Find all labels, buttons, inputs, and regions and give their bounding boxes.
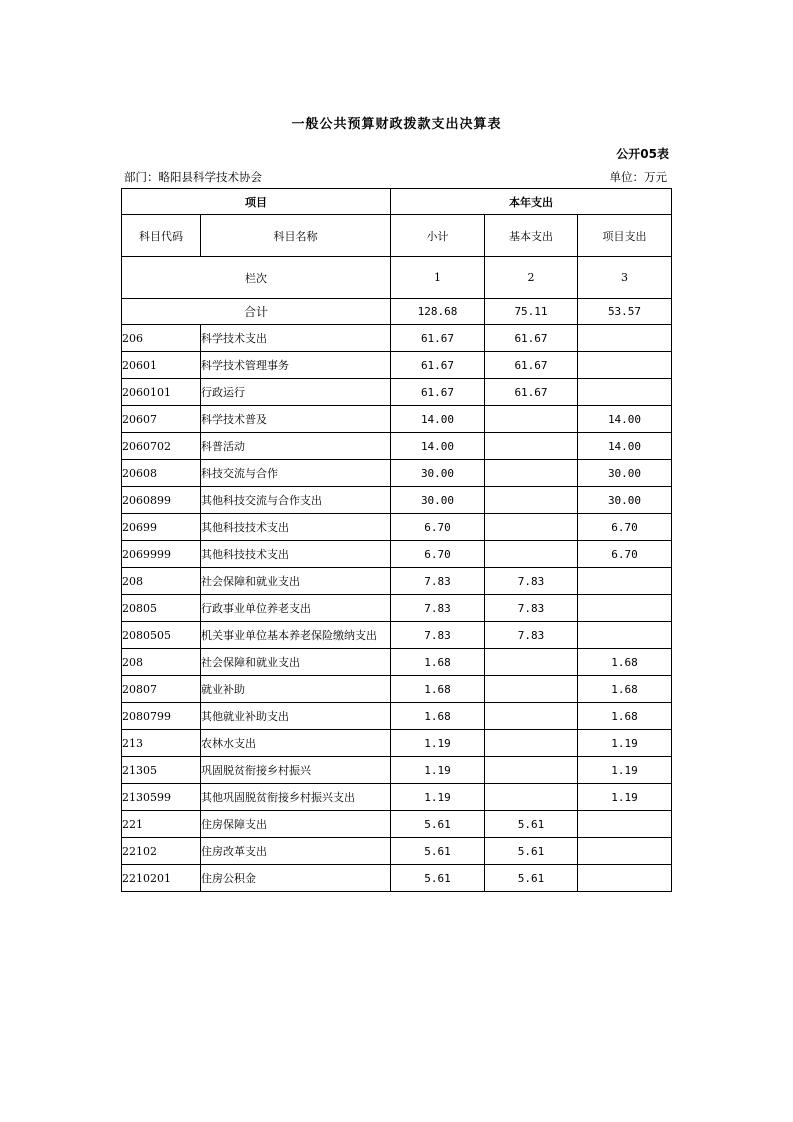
header-subtotal: 小计: [391, 215, 485, 257]
basic-cell: 61.67: [485, 352, 578, 379]
header-column-order: 栏次: [122, 257, 391, 299]
project-cell: [578, 325, 672, 352]
subtotal-cell: 61.67: [391, 325, 485, 352]
basic-cell: [485, 703, 578, 730]
department-label: 部门：略阳县科学技术协会: [124, 170, 262, 184]
name-cell: 科学技术管理事务: [201, 352, 391, 379]
project-cell: 1.68: [578, 703, 672, 730]
table-row: [122, 595, 672, 622]
table-row: [122, 433, 672, 460]
basic-cell: [485, 433, 578, 460]
table-row: [122, 460, 672, 487]
subtotal-cell: 61.67: [391, 352, 485, 379]
project-cell: [578, 838, 672, 865]
name-cell: 农林水支出: [201, 730, 391, 757]
table-row: [122, 730, 672, 757]
code-cell: 2060101: [122, 379, 201, 406]
basic-cell: [485, 730, 578, 757]
project-cell: 1.19: [578, 757, 672, 784]
table-row: [122, 379, 672, 406]
name-cell: 住房改革支出: [201, 838, 391, 865]
total-subtotal: 128.68: [391, 299, 485, 325]
name-cell: 科技交流与合作: [201, 460, 391, 487]
project-cell: 30.00: [578, 487, 672, 514]
unit-label: 单位：万元: [609, 170, 667, 184]
basic-cell: [485, 676, 578, 703]
code-cell: 208: [122, 649, 201, 676]
name-cell: 其他就业补助支出: [201, 703, 391, 730]
code-cell: 20601: [122, 352, 201, 379]
code-cell: 208: [122, 568, 201, 595]
header-col1: 1: [391, 257, 485, 299]
basic-cell: [485, 514, 578, 541]
name-cell: 科学技术支出: [201, 325, 391, 352]
subtotal-cell: 7.83: [391, 595, 485, 622]
basic-cell: 7.83: [485, 595, 578, 622]
subtotal-cell: 5.61: [391, 838, 485, 865]
subtotal-cell: 30.00: [391, 460, 485, 487]
expenditure-table: [121, 188, 672, 892]
table-row: [122, 622, 672, 649]
header-col3: 3: [578, 257, 672, 299]
basic-cell: [485, 406, 578, 433]
subtotal-cell: 14.00: [391, 433, 485, 460]
code-cell: 2060899: [122, 487, 201, 514]
table-row: [122, 865, 672, 892]
basic-cell: [485, 784, 578, 811]
name-cell: 住房公积金: [201, 865, 391, 892]
subtotal-cell: 6.70: [391, 541, 485, 568]
header-current-year: 本年支出: [391, 189, 672, 215]
code-cell: 213: [122, 730, 201, 757]
table-row: [122, 541, 672, 568]
table-row: [122, 838, 672, 865]
subtotal-cell: 61.67: [391, 379, 485, 406]
code-cell: 21305: [122, 757, 201, 784]
name-cell: 其他科技技术支出: [201, 514, 391, 541]
header-name: 科目名称: [201, 215, 391, 257]
basic-cell: 61.67: [485, 379, 578, 406]
basic-cell: [485, 541, 578, 568]
basic-cell: 5.61: [485, 811, 578, 838]
table-row: [122, 811, 672, 838]
table-row: [122, 676, 672, 703]
project-cell: 14.00: [578, 406, 672, 433]
name-cell: 其他科技技术支出: [201, 541, 391, 568]
header-row-2: [122, 215, 672, 257]
header-row-1: [122, 189, 672, 215]
name-cell: 机关事业单位基本养老保险缴纳支出: [201, 622, 391, 649]
subtotal-cell: 1.19: [391, 730, 485, 757]
subtotal-cell: 1.19: [391, 757, 485, 784]
code-cell: 206: [122, 325, 201, 352]
basic-cell: 7.83: [485, 622, 578, 649]
subtotal-cell: 5.61: [391, 865, 485, 892]
table-row: [122, 703, 672, 730]
subtotal-cell: 14.00: [391, 406, 485, 433]
subtotal-cell: 7.83: [391, 622, 485, 649]
name-cell: 就业补助: [201, 676, 391, 703]
project-cell: [578, 865, 672, 892]
header-col2: 2: [485, 257, 578, 299]
page-title: 一般公共预算财政拨款支出决算表: [291, 117, 502, 132]
basic-cell: [485, 649, 578, 676]
project-cell: [578, 595, 672, 622]
total-project: 53.57: [578, 299, 672, 325]
name-cell: 行政运行: [201, 379, 391, 406]
table-row: [122, 784, 672, 811]
subtotal-cell: 1.68: [391, 703, 485, 730]
total-basic: 75.11: [485, 299, 578, 325]
code-cell: 20608: [122, 460, 201, 487]
subtotal-cell: 1.68: [391, 649, 485, 676]
name-cell: 行政事业单位养老支出: [201, 595, 391, 622]
basic-cell: 5.61: [485, 838, 578, 865]
basic-cell: [485, 757, 578, 784]
project-cell: [578, 622, 672, 649]
code-cell: 2080799: [122, 703, 201, 730]
code-cell: 20699: [122, 514, 201, 541]
code-cell: 221: [122, 811, 201, 838]
code-cell: 2069999: [122, 541, 201, 568]
table-row: [122, 406, 672, 433]
name-cell: 其他科技交流与合作支出: [201, 487, 391, 514]
code-cell: 20607: [122, 406, 201, 433]
project-cell: 6.70: [578, 541, 672, 568]
header-project-exp: 项目支出: [578, 215, 672, 257]
project-cell: 1.68: [578, 676, 672, 703]
table-row: [122, 649, 672, 676]
table-row: [122, 325, 672, 352]
table-row: [122, 487, 672, 514]
table-row: [122, 757, 672, 784]
name-cell: 其他巩固脱贫衔接乡村振兴支出: [201, 784, 391, 811]
subtotal-cell: 6.70: [391, 514, 485, 541]
name-cell: 巩固脱贫衔接乡村振兴: [201, 757, 391, 784]
table-row: [122, 568, 672, 595]
subtotal-cell: 30.00: [391, 487, 485, 514]
basic-cell: [485, 460, 578, 487]
project-cell: 30.00: [578, 460, 672, 487]
form-number: 公开05表: [616, 147, 669, 161]
name-cell: 社会保障和就业支出: [201, 649, 391, 676]
basic-cell: [485, 487, 578, 514]
project-cell: 6.70: [578, 514, 672, 541]
basic-cell: 5.61: [485, 865, 578, 892]
header-code: 科目代码: [122, 215, 201, 257]
name-cell: 住房保障支出: [201, 811, 391, 838]
subtotal-cell: 1.68: [391, 676, 485, 703]
subtotal-cell: 1.19: [391, 784, 485, 811]
name-cell: 社会保障和就业支出: [201, 568, 391, 595]
name-cell: 科普活动: [201, 433, 391, 460]
header-basic: 基本支出: [485, 215, 578, 257]
total-label: 合计: [122, 299, 391, 325]
subtotal-cell: 7.83: [391, 568, 485, 595]
header-row-3: [122, 257, 672, 299]
subtotal-cell: 5.61: [391, 811, 485, 838]
code-cell: 2210201: [122, 865, 201, 892]
code-cell: 2060702: [122, 433, 201, 460]
table-row: [122, 352, 672, 379]
total-row: [122, 299, 672, 325]
code-cell: 20805: [122, 595, 201, 622]
code-cell: 20807: [122, 676, 201, 703]
basic-cell: 7.83: [485, 568, 578, 595]
basic-cell: 61.67: [485, 325, 578, 352]
project-cell: 1.19: [578, 784, 672, 811]
code-cell: 22102: [122, 838, 201, 865]
project-cell: 1.68: [578, 649, 672, 676]
project-cell: [578, 352, 672, 379]
table-row: [122, 514, 672, 541]
project-cell: [578, 568, 672, 595]
code-cell: 2080505: [122, 622, 201, 649]
project-cell: 1.19: [578, 730, 672, 757]
project-cell: 14.00: [578, 433, 672, 460]
header-project: 项目: [122, 189, 391, 215]
code-cell: 2130599: [122, 784, 201, 811]
name-cell: 科学技术普及: [201, 406, 391, 433]
project-cell: [578, 379, 672, 406]
project-cell: [578, 811, 672, 838]
